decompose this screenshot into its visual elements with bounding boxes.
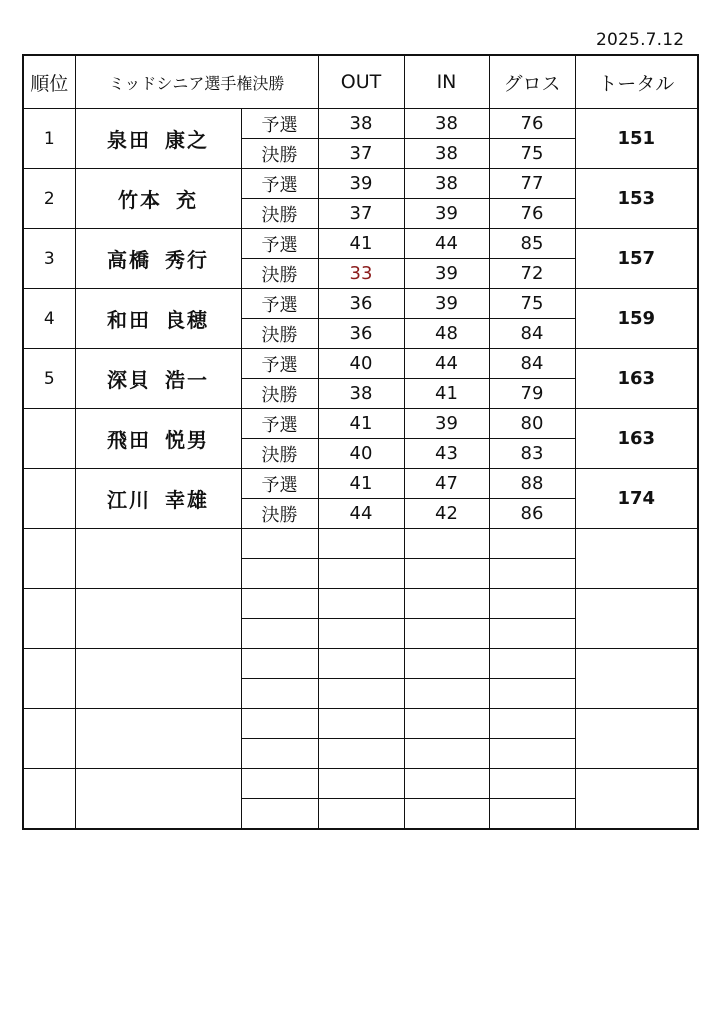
empty-cell [75,589,241,649]
empty-cell [318,589,404,619]
in-score: 38 [404,169,489,199]
out-score: 38 [318,379,404,409]
player-surname: 深貝 [107,368,151,392]
empty-cell [318,619,404,649]
in-score: 41 [404,379,489,409]
header-rank: 順位 [23,55,75,109]
empty-cell [489,559,575,589]
empty-cell [75,529,241,589]
rank-cell: 2 [23,169,75,229]
empty-cell [404,739,489,769]
player-name-cell [75,169,241,229]
rank-cell: 1 [23,109,75,169]
empty-cell [318,649,404,679]
out-score: 44 [318,499,404,529]
empty-cell [404,679,489,709]
out-score: 41 [318,229,404,259]
results-body [23,109,698,830]
total-score: 163 [575,409,698,469]
out-score: 41 [318,409,404,439]
empty-cell [23,529,75,589]
gross-score: 72 [489,259,575,289]
player-surname: 江川 [107,488,151,512]
empty-cell [489,589,575,619]
empty-cell [241,679,318,709]
round-label: 決勝 [241,499,318,529]
round-label: 予選 [241,169,318,199]
empty-cell [241,709,318,739]
table-row [23,409,698,439]
empty-cell [404,589,489,619]
empty-cell [318,769,404,799]
round-label: 予選 [241,409,318,439]
empty-cell [489,679,575,709]
out-score: 36 [318,319,404,349]
empty-cell [241,799,318,830]
empty-cell [489,799,575,830]
rank-cell [23,409,75,469]
empty-cell [318,559,404,589]
empty-cell [404,529,489,559]
results-table [22,54,699,830]
player-given-name: 悦男 [165,428,209,452]
rank-cell: 3 [23,229,75,289]
round-label: 予選 [241,109,318,139]
empty-row [23,649,698,679]
empty-row [23,709,698,739]
rank-cell: 4 [23,289,75,349]
out-score: 36 [318,289,404,319]
empty-cell [23,709,75,769]
round-label: 決勝 [241,319,318,349]
in-score: 38 [404,139,489,169]
rank-cell [23,469,75,529]
empty-cell [575,649,698,709]
in-score: 43 [404,439,489,469]
round-label: 決勝 [241,259,318,289]
in-score: 42 [404,499,489,529]
in-score: 48 [404,319,489,349]
empty-cell [241,769,318,799]
empty-cell [575,709,698,769]
empty-cell [241,649,318,679]
empty-cell [75,649,241,709]
empty-cell [318,739,404,769]
empty-cell [489,649,575,679]
total-score: 153 [575,169,698,229]
total-score: 174 [575,469,698,529]
gross-score: 83 [489,439,575,469]
player-surname: 竹本 [118,188,162,212]
player-given-name: 幸雄 [165,488,209,512]
player-surname: 高橋 [107,248,151,272]
in-score: 39 [404,409,489,439]
gross-score: 84 [489,319,575,349]
round-label: 決勝 [241,139,318,169]
gross-score: 77 [489,169,575,199]
in-score: 44 [404,349,489,379]
player-name-cell [75,109,241,169]
gross-score: 75 [489,139,575,169]
header-event-title: ミッドシニア選手権決勝 [75,55,318,109]
round-label: 予選 [241,349,318,379]
empty-cell [404,709,489,739]
round-label: 決勝 [241,379,318,409]
empty-cell [23,589,75,649]
empty-cell [575,529,698,589]
gross-score: 79 [489,379,575,409]
empty-cell [23,649,75,709]
player-surname: 和田 [107,308,151,332]
empty-cell [489,739,575,769]
out-score: 41 [318,469,404,499]
in-score: 39 [404,289,489,319]
empty-row [23,769,698,799]
gross-score: 86 [489,499,575,529]
out-score: 39 [318,169,404,199]
empty-cell [404,619,489,649]
player-given-name: 浩一 [165,368,209,392]
round-label: 予選 [241,229,318,259]
out-score-highlighted: 33 [318,259,404,289]
empty-cell [241,589,318,619]
gross-score: 76 [489,109,575,139]
table-row [23,349,698,379]
player-given-name: 康之 [165,128,209,152]
gross-score: 80 [489,409,575,439]
table-row [23,289,698,319]
empty-cell [489,529,575,559]
table-row [23,169,698,199]
player-given-name: 良穂 [165,308,209,332]
header-in: IN [404,55,489,109]
player-name-cell [75,229,241,289]
player-surname: 飛田 [107,428,151,452]
empty-cell [575,769,698,830]
out-score: 40 [318,349,404,379]
empty-cell [404,649,489,679]
total-score: 159 [575,289,698,349]
out-score: 37 [318,199,404,229]
in-score: 39 [404,199,489,229]
empty-cell [404,799,489,830]
document-date: 2025.7.12 [596,30,685,50]
empty-cell [489,709,575,739]
gross-score: 85 [489,229,575,259]
player-surname: 泉田 [107,128,151,152]
empty-cell [318,799,404,830]
empty-cell [241,529,318,559]
empty-cell [318,709,404,739]
empty-cell [489,769,575,799]
empty-cell [404,559,489,589]
empty-cell [318,679,404,709]
empty-cell [23,769,75,830]
empty-cell [75,709,241,769]
rank-cell: 5 [23,349,75,409]
in-score: 38 [404,109,489,139]
total-score: 151 [575,109,698,169]
empty-cell [489,619,575,649]
in-score: 47 [404,469,489,499]
total-score: 157 [575,229,698,289]
empty-row [23,529,698,559]
empty-cell [404,769,489,799]
player-name-cell [75,349,241,409]
round-label: 予選 [241,289,318,319]
gross-score: 88 [489,469,575,499]
player-name-cell [75,469,241,529]
round-label: 決勝 [241,199,318,229]
header-out: OUT [318,55,404,109]
out-score: 38 [318,109,404,139]
round-label: 決勝 [241,439,318,469]
empty-cell [75,769,241,830]
round-label: 予選 [241,469,318,499]
player-given-name: 秀行 [165,248,209,272]
player-given-name: 充 [176,188,198,212]
gross-score: 75 [489,289,575,319]
player-name-cell [75,409,241,469]
header-row [23,55,698,109]
empty-cell [575,589,698,649]
header-total: トータル [575,55,698,109]
in-score: 44 [404,229,489,259]
out-score: 40 [318,439,404,469]
header-gross: グロス [489,55,575,109]
player-name-cell [75,289,241,349]
empty-cell [318,529,404,559]
out-score: 37 [318,139,404,169]
empty-cell [241,619,318,649]
empty-cell [241,739,318,769]
table-row [23,229,698,259]
empty-cell [241,559,318,589]
empty-row [23,589,698,619]
table-row [23,469,698,499]
total-score: 163 [575,349,698,409]
in-score: 39 [404,259,489,289]
table-row [23,109,698,139]
gross-score: 76 [489,199,575,229]
gross-score: 84 [489,349,575,379]
